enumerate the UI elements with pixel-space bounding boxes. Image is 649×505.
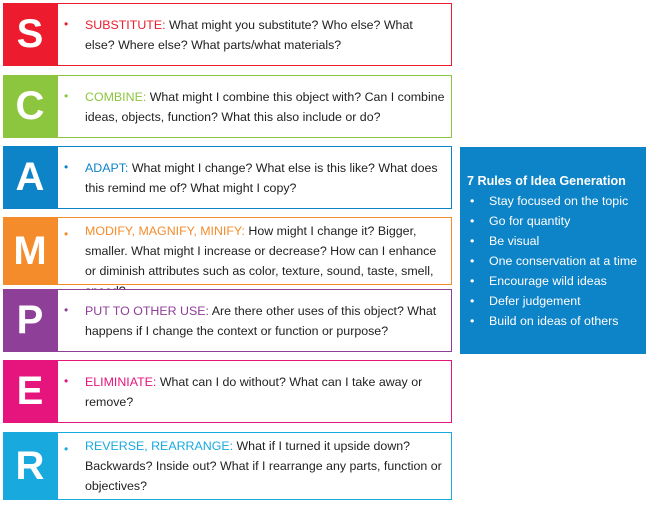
letter-block: A (3, 146, 58, 209)
rule-text: Encourage wild ideas (489, 274, 607, 288)
description: What might I change? What else is this like? What does this remind me of? What might I copy? (85, 161, 438, 195)
rules-list (467, 191, 646, 331)
bullet-icon: • (64, 374, 69, 388)
bullet-icon: • (470, 314, 475, 328)
row-text (85, 372, 445, 412)
scamper-row-put-to-other-use (3, 289, 452, 352)
rule-text: Go for quantity (489, 214, 571, 228)
idea-generation-rules-panel (460, 147, 646, 354)
letter-block: R (3, 432, 58, 500)
scamper-row-adapt (3, 146, 452, 209)
row-text (85, 436, 445, 496)
rule-text: Stay focused on the topic (489, 194, 629, 208)
rule-item (467, 211, 646, 231)
keyword: COMBINE: (85, 90, 147, 104)
scamper-row-combine (3, 75, 452, 138)
keyword: PUT TO OTHER USE: (85, 304, 209, 318)
rule-text: Be visual (489, 234, 540, 248)
description: What if I turned it upside down? Backwards? Inside out? What if I rearrange any parts, function or objectives? (85, 439, 442, 493)
bullet-icon: • (470, 294, 475, 308)
rule-item (467, 251, 646, 271)
rule-item (467, 271, 646, 291)
letter-block: S (3, 3, 58, 66)
letter-block: C (3, 75, 58, 138)
rule-text: Build on ideas of others (489, 314, 619, 328)
scamper-row-eliminate (3, 360, 452, 423)
keyword: ELIMINIATE: (85, 375, 157, 389)
rule-text: Defer judgement (489, 294, 581, 308)
bullet-icon: • (64, 160, 69, 174)
bullet-icon: • (64, 17, 69, 31)
row-text (85, 158, 445, 198)
rules-title: 7 Rules of Idea Generation (467, 174, 626, 188)
bullet-icon: • (64, 303, 69, 317)
bullet-icon: • (470, 254, 475, 268)
rule-text: One conservation at a time (489, 254, 638, 268)
bullet-icon: • (470, 194, 475, 208)
scamper-row-reverse (3, 432, 452, 500)
bullet-icon: • (470, 214, 475, 228)
description: How might I change it? Bigger, smaller. What might I increase or decrease? How can I enhance or diminish attributes such as color, texture, sound, taste, smell, (85, 224, 437, 278)
bullet-icon: • (470, 234, 475, 248)
description: What might you substitute? Who else? What else? Where else? What parts/what materials? (85, 18, 413, 52)
scamper-row-substitute (3, 3, 452, 66)
letter-block: M (3, 217, 58, 285)
description: What can I do without? What can I take away or remove? (85, 375, 423, 409)
rule-item (467, 311, 646, 331)
bullet-icon: • (64, 227, 69, 241)
rule-item (467, 191, 646, 211)
description: Are there other uses of this object? What happens if I change the context or function or purpose? (85, 304, 437, 338)
letter-block: P (3, 289, 58, 352)
description: What might I combine this object with? Can I combine ideas, objects, function? What this also include or do? (85, 90, 445, 124)
keyword: REVERSE, REARRANGE: (85, 439, 234, 453)
rule-item (467, 231, 646, 251)
keyword: SUBSTITUTE: (85, 18, 166, 32)
row-text (85, 301, 445, 341)
bullet-icon: • (64, 442, 69, 456)
bullet-icon: • (64, 89, 69, 103)
rule-item (467, 291, 646, 311)
scamper-row-modify (3, 217, 452, 285)
bullet-icon: • (470, 274, 475, 288)
keyword: ADAPT: (85, 161, 129, 175)
row-text (85, 15, 445, 55)
letter-block: E (3, 360, 58, 423)
keyword: MODIFY, MAGNIFY, MINIFY: (85, 224, 245, 238)
row-text (85, 87, 445, 127)
